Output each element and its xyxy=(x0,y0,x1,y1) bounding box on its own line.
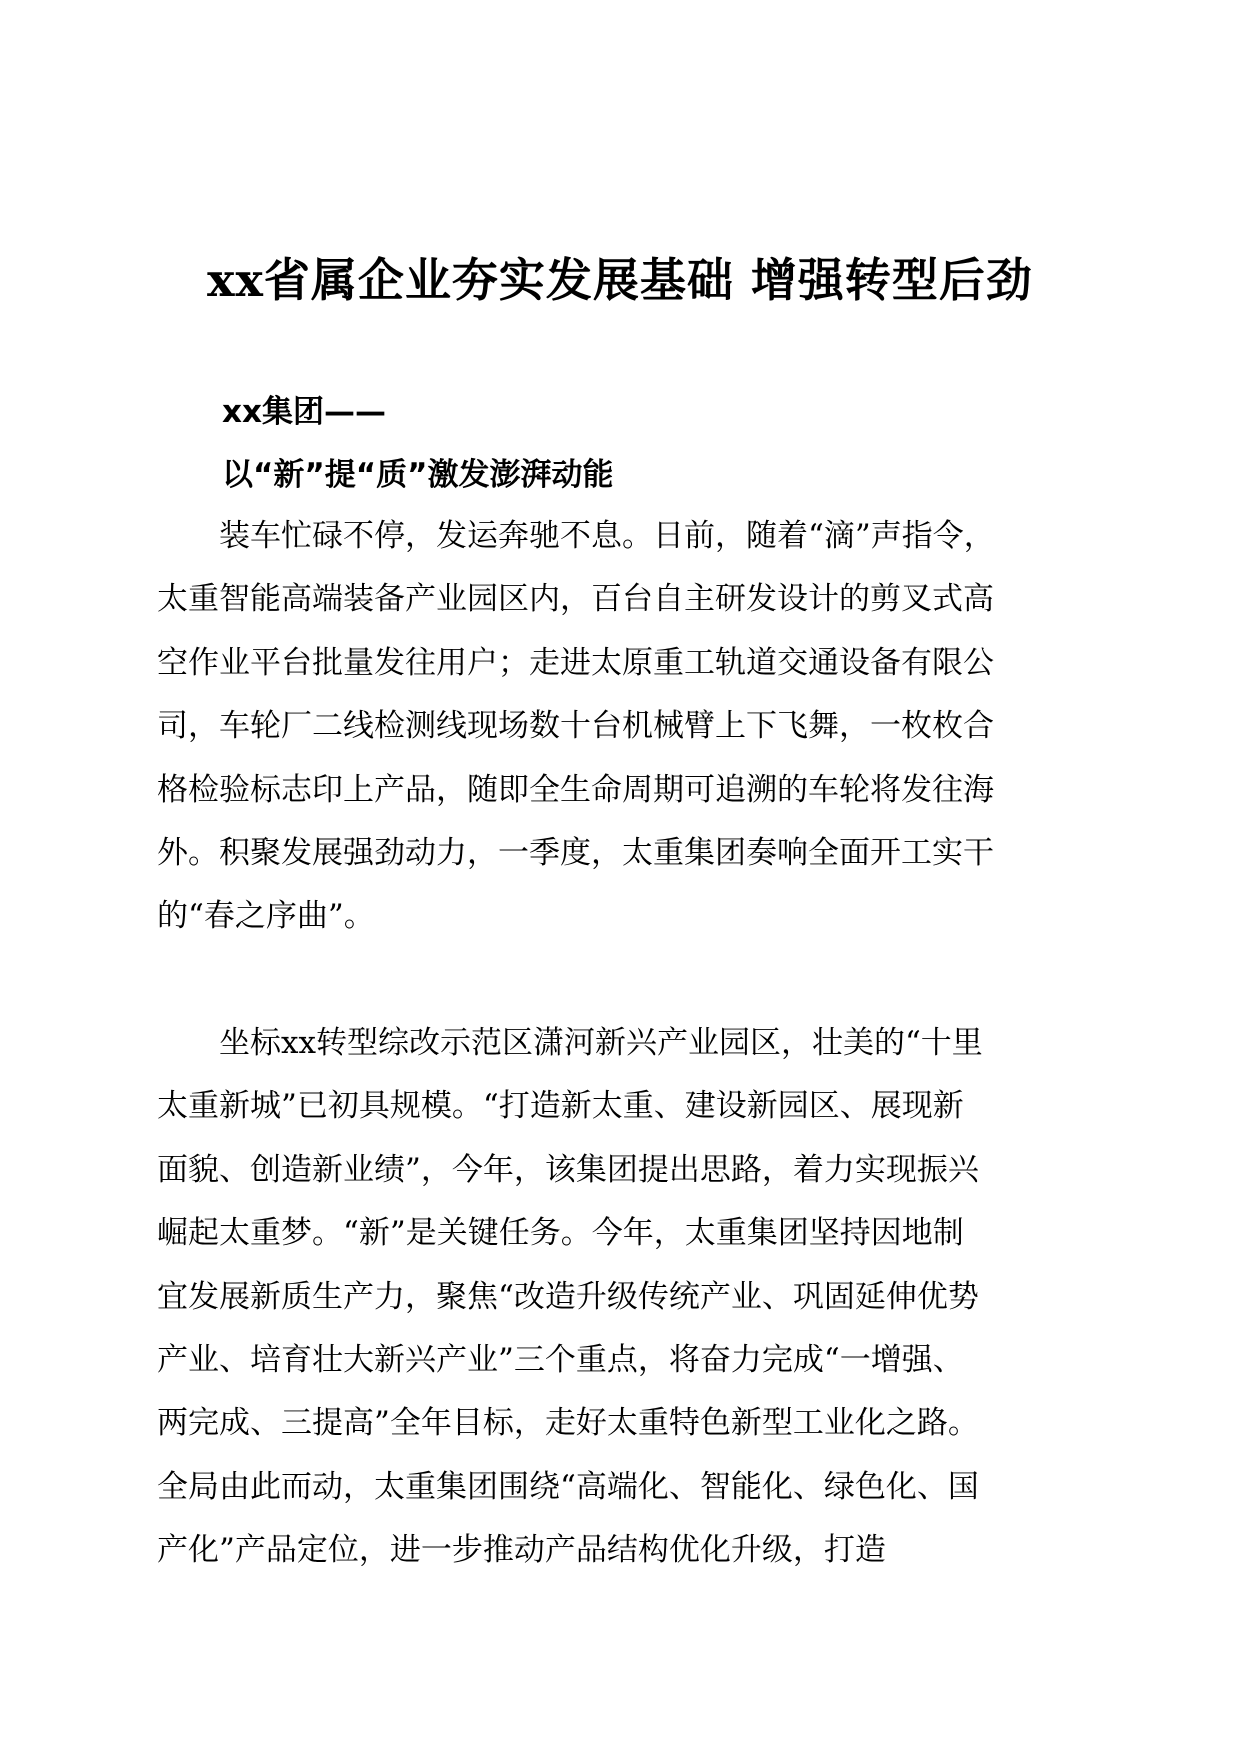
paragraph-line: 全局由此而动，太重集团围绕“高端化、智能化、绿色化、国 xyxy=(157,1468,979,1505)
section-heading: xx集团—— xyxy=(222,394,386,430)
paragraph-line: 面貌、创造新业绩”，今年，该集团提出思路，着力实现振兴 xyxy=(157,1151,979,1188)
paragraph-line: 司，车轮厂二线检测线现场数十台机械臂上下飞舞，一枚枚合 xyxy=(157,708,994,745)
paragraph-2 xyxy=(157,1012,1087,1583)
paragraph-line: 产业、培育壮大新兴产业”三个重点，将奋力完成“一增强、 xyxy=(157,1341,964,1378)
paragraph-1 xyxy=(157,505,1087,949)
paragraph-line: 产化”产品定位，进一步推动产品结构优化升级，打造 xyxy=(157,1532,886,1569)
paragraph-line: 的“春之序曲”。 xyxy=(157,898,375,935)
paragraph-line: 宜发展新质生产力，聚焦“改造升级传统产业、巩固延伸优势 xyxy=(157,1278,979,1315)
paragraph-line: 装车忙碌不停，发运奔驰不息。日前，随着“滴”声指令， xyxy=(219,518,995,554)
paragraph-line: 外。积聚发展强劲动力，一季度，太重集团奏响全面开工实干 xyxy=(157,834,994,871)
document-title: xx省属企业夯实发展基础 增强转型后劲 xyxy=(207,253,1033,307)
paragraph-line: 太重智能高端装备产业园区内，百台自主研发设计的剪叉式高 xyxy=(157,581,994,618)
paragraph-line: 坐标xx转型综改示范区潇河新兴产业园区，壮美的“十里 xyxy=(219,1025,983,1061)
paragraph-line: 格检验标志印上产品，随即全生命周期可追溯的车轮将发往海 xyxy=(157,771,994,808)
paragraph-line: 太重新城”已初具规模。“打造新太重、建设新园区、展现新 xyxy=(157,1088,964,1125)
paragraph-line: 空作业平台批量发往用户；走进太原重工轨道交通设备有限公 xyxy=(157,644,994,681)
paragraph-line: 崛起太重梦。“新”是关键任务。今年，太重集团坚持因地制 xyxy=(157,1215,964,1252)
section-subtitle: 以“新”提“质”激发澎湃动能 xyxy=(222,457,614,493)
paragraph-line: 两完成、三提高”全年目标，走好太重特色新型工业化之路。 xyxy=(157,1405,979,1442)
